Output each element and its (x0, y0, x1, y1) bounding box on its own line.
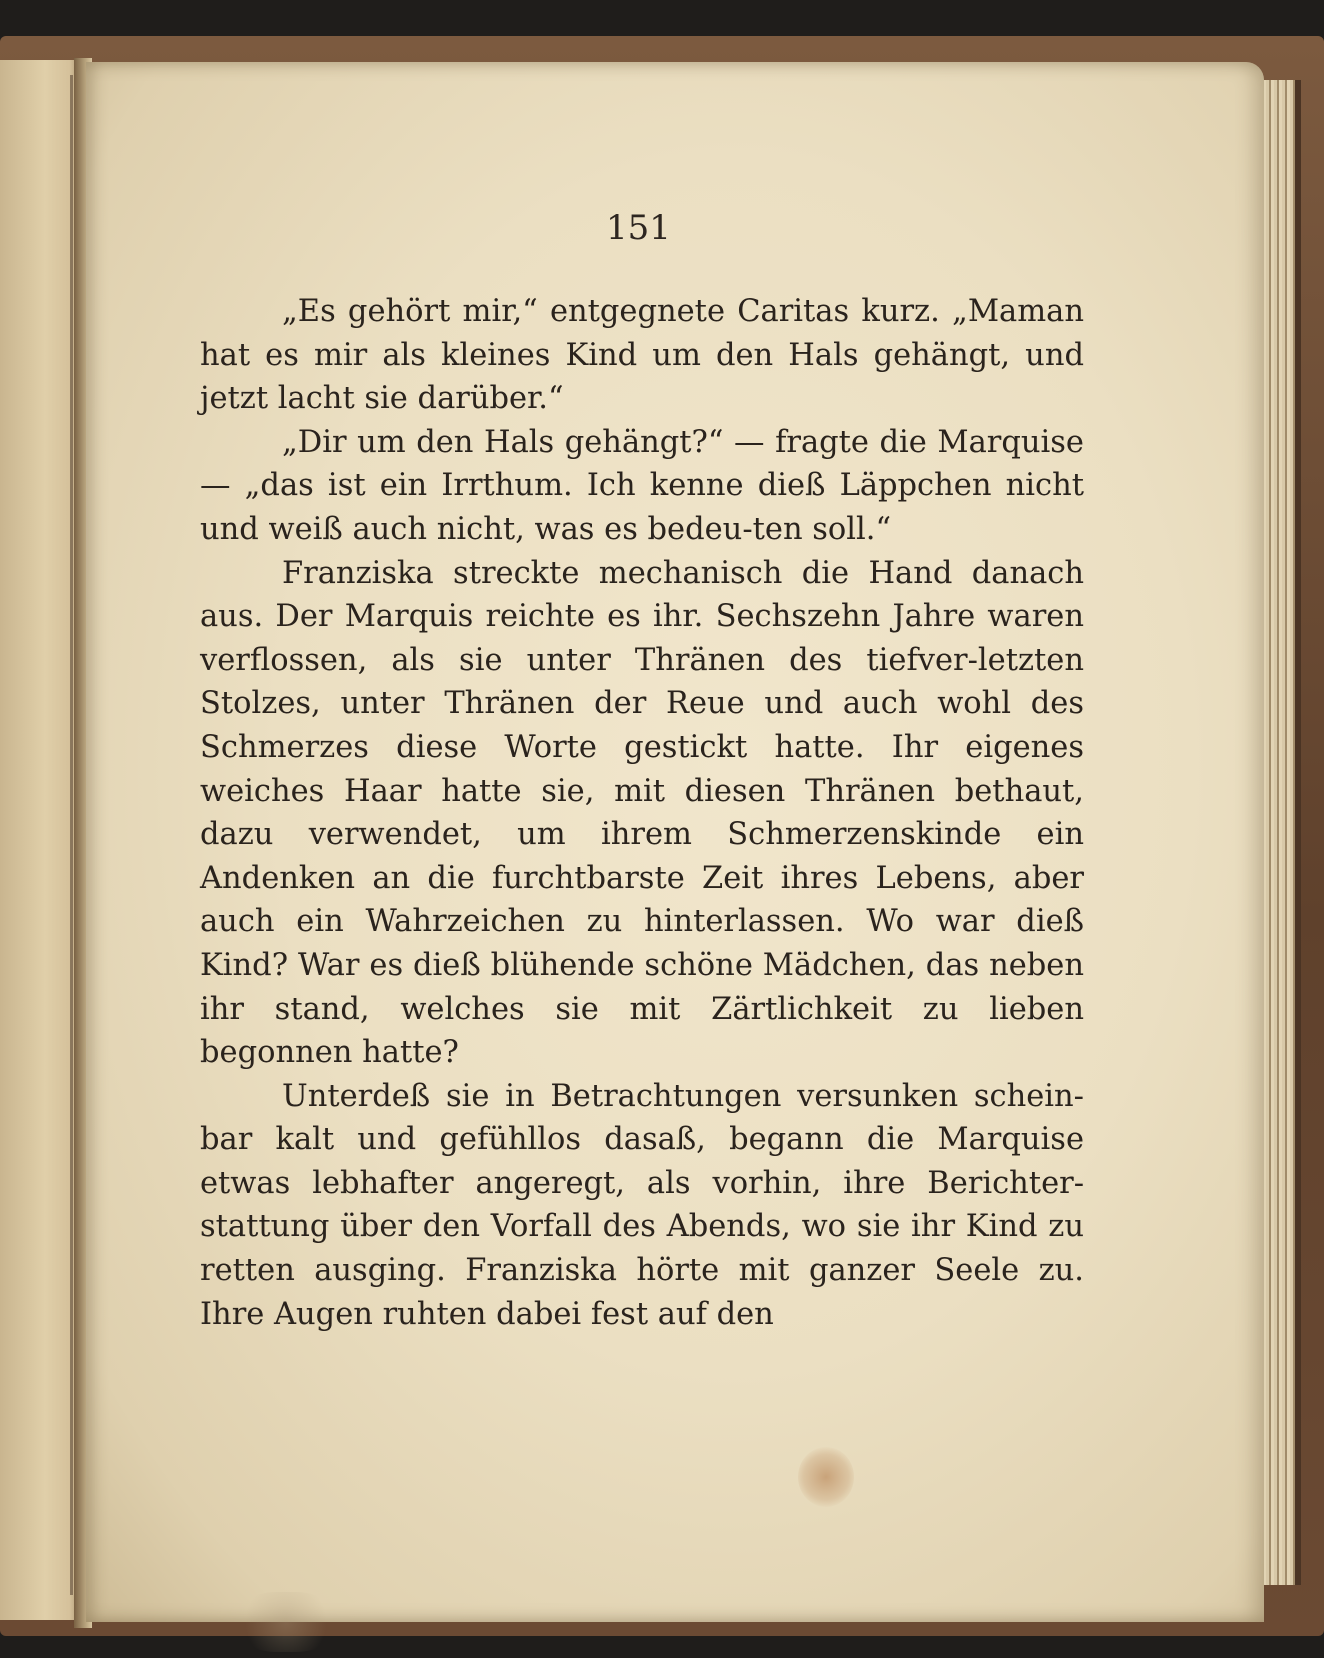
left-page-fold-line (70, 75, 73, 1595)
faint-mark (236, 1592, 336, 1652)
body-text (200, 290, 1084, 1336)
paragraph: Unterdeß sie in Betrachtungen versunken schein-bar kalt und gefühllos dasaß, begann die Marquise etwas lebhafter angeregt, als vorhin, ihre Berichter-stattung über den Vorfall des Abends, wo sie ihr Kind zu retten ausging. Franziska hörte mit ganzer Seele zu. Ihre Augen ruhten dabei fest auf den (200, 1078, 1084, 1332)
paragraph: „Dir um den Hals gehängt?“ — fragte die Marquise — „das ist ein Irrthum. Ich kenne dieß Läppchen nicht und weiß auch nicht, was es bedeu-ten soll.“ (200, 424, 1084, 547)
page-number: 151 (606, 208, 671, 248)
paragraph: „Es gehört mir,“ entgegnete Caritas kurz. „Maman hat es mir als kleines Kind um den Hals gehängt, und jetzt lacht sie darüber.“ (200, 294, 1084, 417)
foxing-stain (798, 1447, 854, 1507)
paragraph: Franziska streckte mechanisch die Hand danach aus. Der Marquis reichte es ihr. Sechszehn Jahre waren verflossen, als sie unter Thränen des tiefver-letzten Stolzes, unter Thränen der Reue und auch wohl des Schmerzes diese Worte gestickt hatte. Ihr eigenes weiches Haar hatte sie, mit diesen Thränen bethaut, dazu verwendet, um ihrem Schmerzenskinde ein Andenken an die furchtbarste Zeit ihres Lebens, aber auch ein Wahrzeichen zu hinterlassen. Wo war dieß Kind? War es dieß blühende schöne Mädchen, das neben ihr stand, welches sie mit Zärtlichkeit zu lieben begonnen hatte? (200, 555, 1084, 1071)
